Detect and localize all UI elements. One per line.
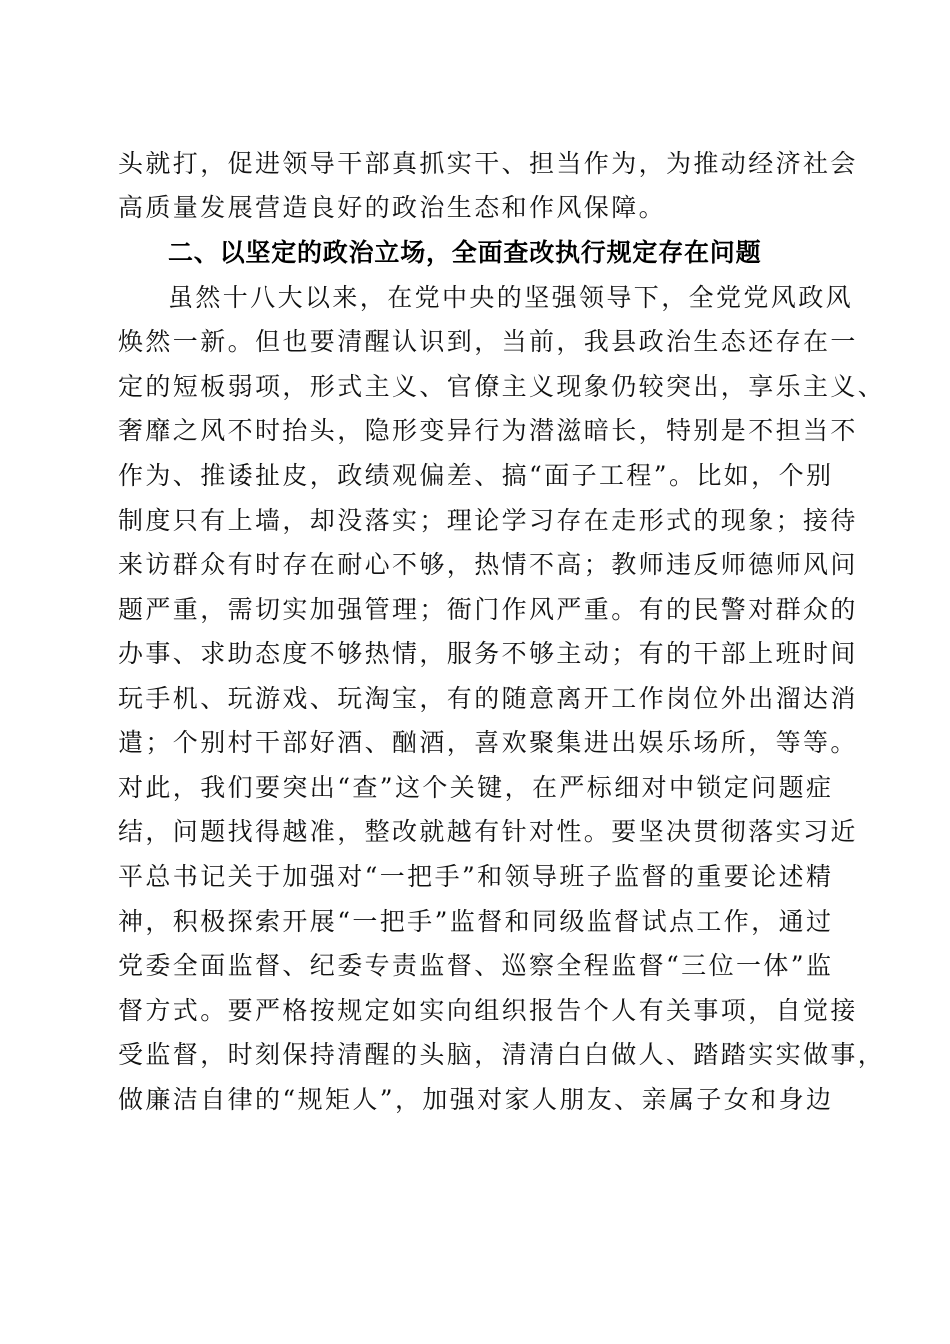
body-line: 结，问题找得越准，整改就越有针对性。要坚决贯彻落实习近 [118,817,858,846]
body-line: 题严重，需切实加强管理；衙门作风严重。有的民警对群众的 [118,595,858,624]
body-line: 玩手机、玩游戏、玩淘宝，有的随意离开工作岗位外出溜达消 [118,684,858,713]
body-line: 神，积极探索开展“一把手”监督和同级监督试点工作，通过 [118,907,834,936]
body-line: 做廉洁自律的“规矩人”，加强对家人朋友、亲属子女和身边 [118,1085,834,1114]
body-line: 头就打，促进领导干部真抓实干、担当作为，为推动经济社会 [118,149,858,178]
body-line: 高质量发展营造良好的政治生态和作风保障。 [118,193,667,222]
body-line: 党委全面监督、纪委专责监督、巡察全程监督“三位一体”监 [118,951,834,980]
body-line: 受监督，时刻保持清醒的头脑，清清白白做人、踏踏实实做事， [118,1040,886,1069]
body-line: 奢靡之风不时抬头，隐形变异行为潜滋暗长，特别是不担当不 [118,416,858,445]
body-line: 制度只有上墙，却没落实；理论学习存在走形式的现象；接待 [118,506,858,535]
body-line: 平总书记关于加强对“一把手”和领导班子监督的重要论述精 [118,862,834,891]
body-line: 来访群众有时存在耐心不够，热情不高；教师违反师德师风问 [118,550,858,579]
section-heading: 二、以坚定的政治立场，全面查改执行规定存在问题 [168,238,762,267]
body-line: 焕然一新。但也要清醒认识到，当前，我县政治生态还存在一 [118,327,858,356]
body-line: 对此，我们要突出“查”这个关键，在严标细对中锁定问题症 [118,773,834,802]
body-line: 定的短板弱项，形式主义、官僚主义现象仍较突出，享乐主义、 [118,372,886,401]
body-line: 作为、推诿扯皮，政绩观偏差、搞“面子工程”。比如，个别 [118,461,834,490]
body-line: 办事、求助态度不够热情，服务不够主动；有的干部上班时间 [118,639,858,668]
body-line: 督方式。要严格按规定如实向组织报告个人有关事项，自觉接 [118,996,858,1025]
body-line: 遣；个别村干部好酒、酗酒，喜欢聚集进出娱乐场所，等等。 [118,728,858,757]
paragraph-first-line: 虽然十八大以来，在党中央的坚强领导下，全党党风政风 [168,283,854,312]
